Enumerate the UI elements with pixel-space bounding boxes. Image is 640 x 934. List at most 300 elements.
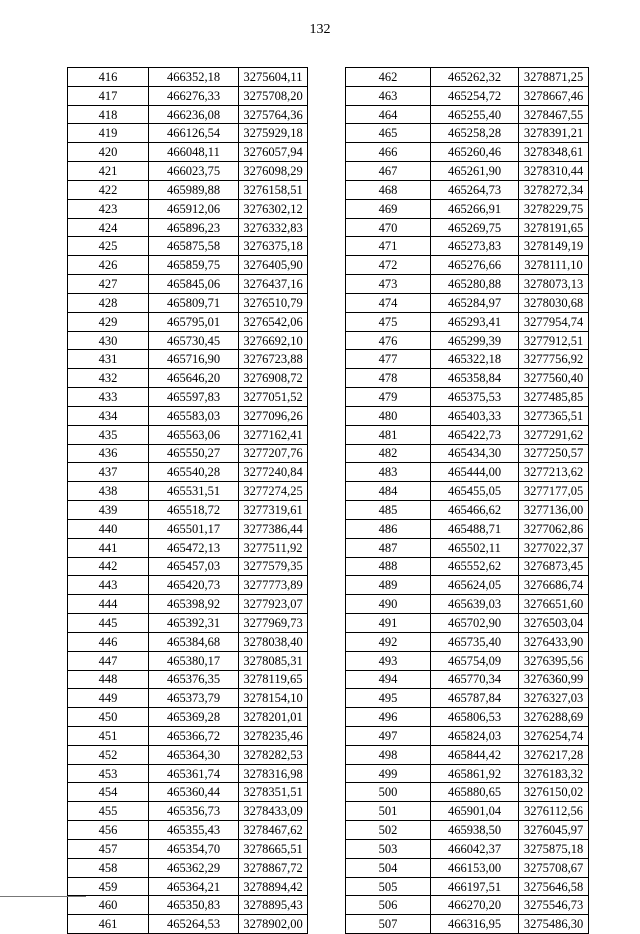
point-number-cell: 475 <box>346 312 431 331</box>
point-number-cell: 430 <box>68 331 149 350</box>
y-coordinate-cell: 3278111,10 <box>519 256 589 275</box>
y-coordinate-cell: 3277062,86 <box>519 519 589 538</box>
point-number-cell: 433 <box>68 388 149 407</box>
x-coordinate-cell: 465354,70 <box>149 839 239 858</box>
x-coordinate-cell: 465366,72 <box>149 726 239 745</box>
table-row <box>68 312 308 331</box>
point-number-cell: 497 <box>346 726 431 745</box>
coordinates-table-right-body <box>346 68 589 934</box>
point-number-cell: 500 <box>346 783 431 802</box>
y-coordinate-cell: 3278902,00 <box>239 915 308 934</box>
table-row <box>68 896 308 915</box>
table-row <box>346 256 589 275</box>
y-coordinate-cell: 3276057,94 <box>239 143 308 162</box>
point-number-cell: 463 <box>346 86 431 105</box>
x-coordinate-cell: 466276,33 <box>149 86 239 105</box>
y-coordinate-cell: 3278871,25 <box>519 68 589 87</box>
table-row <box>346 369 589 388</box>
point-number-cell: 420 <box>68 143 149 162</box>
y-coordinate-cell: 3276045,97 <box>519 821 589 840</box>
point-number-cell: 456 <box>68 821 149 840</box>
x-coordinate-cell: 465361,74 <box>149 764 239 783</box>
x-coordinate-cell: 465787,84 <box>431 689 519 708</box>
point-number-cell: 474 <box>346 293 431 312</box>
x-coordinate-cell: 465434,30 <box>431 444 519 463</box>
y-coordinate-cell: 3278467,55 <box>519 105 589 124</box>
x-coordinate-cell: 465364,30 <box>149 745 239 764</box>
point-number-cell: 462 <box>346 68 431 87</box>
y-coordinate-cell: 3278282,53 <box>239 745 308 764</box>
x-coordinate-cell: 465375,53 <box>431 388 519 407</box>
point-number-cell: 443 <box>68 576 149 595</box>
y-coordinate-cell: 3276183,32 <box>519 764 589 783</box>
table-row <box>68 350 308 369</box>
x-coordinate-cell: 465264,53 <box>149 915 239 934</box>
y-coordinate-cell: 3278030,68 <box>519 293 589 312</box>
point-number-cell: 448 <box>68 670 149 689</box>
x-coordinate-cell: 465716,90 <box>149 350 239 369</box>
y-coordinate-cell: 3277051,52 <box>239 388 308 407</box>
point-number-cell: 485 <box>346 501 431 520</box>
point-number-cell: 498 <box>346 745 431 764</box>
table-row <box>68 858 308 877</box>
table-row <box>68 614 308 633</box>
x-coordinate-cell: 465550,27 <box>149 444 239 463</box>
table-row <box>68 670 308 689</box>
table-row <box>346 275 589 294</box>
y-coordinate-cell: 3277177,05 <box>519 482 589 501</box>
y-coordinate-cell: 3278467,62 <box>239 821 308 840</box>
x-coordinate-cell: 465384,68 <box>149 632 239 651</box>
point-number-cell: 477 <box>346 350 431 369</box>
y-coordinate-cell: 3278191,65 <box>519 218 589 237</box>
x-coordinate-cell: 465254,72 <box>431 86 519 105</box>
x-coordinate-cell: 465770,34 <box>431 670 519 689</box>
y-coordinate-cell: 3276437,16 <box>239 275 308 294</box>
y-coordinate-cell: 3277136,00 <box>519 501 589 520</box>
y-coordinate-cell: 3278038,40 <box>239 632 308 651</box>
x-coordinate-cell: 465355,43 <box>149 821 239 840</box>
table-row <box>346 557 589 576</box>
point-number-cell: 503 <box>346 839 431 858</box>
table-row <box>346 595 589 614</box>
x-coordinate-cell: 465457,03 <box>149 557 239 576</box>
x-coordinate-cell: 465260,46 <box>431 143 519 162</box>
table-row <box>68 519 308 538</box>
table-row <box>346 199 589 218</box>
point-number-cell: 461 <box>68 915 149 934</box>
point-number-cell: 450 <box>68 708 149 727</box>
table-row <box>346 708 589 727</box>
x-coordinate-cell: 465369,28 <box>149 708 239 727</box>
y-coordinate-cell: 3278229,75 <box>519 199 589 218</box>
point-number-cell: 494 <box>346 670 431 689</box>
x-coordinate-cell: 465531,51 <box>149 482 239 501</box>
y-coordinate-cell: 3278895,43 <box>239 896 308 915</box>
point-number-cell: 457 <box>68 839 149 858</box>
point-number-cell: 496 <box>346 708 431 727</box>
y-coordinate-cell: 3275929,18 <box>239 124 308 143</box>
table-row <box>346 632 589 651</box>
x-coordinate-cell: 465583,03 <box>149 406 239 425</box>
table-row <box>68 463 308 482</box>
y-coordinate-cell: 3278272,34 <box>519 180 589 199</box>
x-coordinate-cell: 465502,11 <box>431 538 519 557</box>
x-coordinate-cell: 465403,33 <box>431 406 519 425</box>
table-row <box>346 312 589 331</box>
table-row <box>346 218 589 237</box>
point-number-cell: 439 <box>68 501 149 520</box>
x-coordinate-cell: 465360,44 <box>149 783 239 802</box>
point-number-cell: 489 <box>346 576 431 595</box>
point-number-cell: 445 <box>68 614 149 633</box>
point-number-cell: 476 <box>346 331 431 350</box>
point-number-cell: 434 <box>68 406 149 425</box>
table-row <box>346 896 589 915</box>
point-number-cell: 431 <box>68 350 149 369</box>
y-coordinate-cell: 3276327,03 <box>519 689 589 708</box>
table-row <box>68 275 308 294</box>
table-row <box>68 821 308 840</box>
y-coordinate-cell: 3278119,65 <box>239 670 308 689</box>
y-coordinate-cell: 3275486,30 <box>519 915 589 934</box>
y-coordinate-cell: 3278073,13 <box>519 275 589 294</box>
x-coordinate-cell: 465472,13 <box>149 538 239 557</box>
x-coordinate-cell: 465901,04 <box>431 802 519 821</box>
x-coordinate-cell: 465262,32 <box>431 68 519 87</box>
y-coordinate-cell: 3278351,51 <box>239 783 308 802</box>
table-row <box>346 726 589 745</box>
table-row <box>68 745 308 764</box>
y-coordinate-cell: 3276112,56 <box>519 802 589 821</box>
point-number-cell: 464 <box>346 105 431 124</box>
table-row <box>346 783 589 802</box>
y-coordinate-cell: 3277213,62 <box>519 463 589 482</box>
point-number-cell: 492 <box>346 632 431 651</box>
point-number-cell: 424 <box>68 218 149 237</box>
y-coordinate-cell: 3277207,76 <box>239 444 308 463</box>
y-coordinate-cell: 3276503,04 <box>519 614 589 633</box>
x-coordinate-cell: 465276,66 <box>431 256 519 275</box>
y-coordinate-cell: 3275708,67 <box>519 858 589 877</box>
y-coordinate-cell: 3278433,09 <box>239 802 308 821</box>
y-coordinate-cell: 3277274,25 <box>239 482 308 501</box>
y-coordinate-cell: 3276332,83 <box>239 218 308 237</box>
x-coordinate-cell: 465422,73 <box>431 425 519 444</box>
x-coordinate-cell: 465518,72 <box>149 501 239 520</box>
coordinates-table-right <box>345 67 589 934</box>
point-number-cell: 453 <box>68 764 149 783</box>
point-number-cell: 478 <box>346 369 431 388</box>
y-coordinate-cell: 3276375,18 <box>239 237 308 256</box>
table-row <box>68 199 308 218</box>
point-number-cell: 480 <box>346 406 431 425</box>
y-coordinate-cell: 3278310,44 <box>519 162 589 181</box>
table-row <box>346 839 589 858</box>
table-row <box>346 538 589 557</box>
point-number-cell: 499 <box>346 764 431 783</box>
x-coordinate-cell: 465488,71 <box>431 519 519 538</box>
x-coordinate-cell: 465912,06 <box>149 199 239 218</box>
point-number-cell: 467 <box>346 162 431 181</box>
point-number-cell: 449 <box>68 689 149 708</box>
y-coordinate-cell: 3276098,29 <box>239 162 308 181</box>
point-number-cell: 486 <box>346 519 431 538</box>
point-number-cell: 487 <box>346 538 431 557</box>
y-coordinate-cell: 3277096,26 <box>239 406 308 425</box>
y-coordinate-cell: 3276542,06 <box>239 312 308 331</box>
x-coordinate-cell: 465322,18 <box>431 350 519 369</box>
y-coordinate-cell: 3277773,89 <box>239 576 308 595</box>
y-coordinate-cell: 3278085,31 <box>239 651 308 670</box>
x-coordinate-cell: 466023,75 <box>149 162 239 181</box>
y-coordinate-cell: 3277319,61 <box>239 501 308 520</box>
bottom-edge-line <box>0 896 86 897</box>
x-coordinate-cell: 465364,21 <box>149 877 239 896</box>
table-row <box>68 726 308 745</box>
table-row <box>346 501 589 520</box>
x-coordinate-cell: 465358,84 <box>431 369 519 388</box>
point-number-cell: 451 <box>68 726 149 745</box>
y-coordinate-cell: 3278235,46 <box>239 726 308 745</box>
x-coordinate-cell: 465376,35 <box>149 670 239 689</box>
x-coordinate-cell: 465258,28 <box>431 124 519 143</box>
table-row <box>346 482 589 501</box>
x-coordinate-cell: 465552,62 <box>431 557 519 576</box>
x-coordinate-cell: 465284,97 <box>431 293 519 312</box>
table-row <box>346 350 589 369</box>
point-number-cell: 484 <box>346 482 431 501</box>
x-coordinate-cell: 466236,08 <box>149 105 239 124</box>
table-row <box>68 406 308 425</box>
point-number-cell: 438 <box>68 482 149 501</box>
x-coordinate-cell: 465444,00 <box>431 463 519 482</box>
y-coordinate-cell: 3278348,61 <box>519 143 589 162</box>
table-row <box>68 256 308 275</box>
table-row <box>68 369 308 388</box>
point-number-cell: 470 <box>346 218 431 237</box>
y-coordinate-cell: 3275646,58 <box>519 877 589 896</box>
point-number-cell: 425 <box>68 237 149 256</box>
point-number-cell: 493 <box>346 651 431 670</box>
y-coordinate-cell: 3278867,72 <box>239 858 308 877</box>
table-row <box>346 105 589 124</box>
point-number-cell: 471 <box>346 237 431 256</box>
x-coordinate-cell: 466270,20 <box>431 896 519 915</box>
table-row <box>68 218 308 237</box>
x-coordinate-cell: 465392,31 <box>149 614 239 633</box>
y-coordinate-cell: 3276302,12 <box>239 199 308 218</box>
table-row <box>346 614 589 633</box>
table-row <box>68 68 308 87</box>
y-coordinate-cell: 3278201,01 <box>239 708 308 727</box>
x-coordinate-cell: 465845,06 <box>149 275 239 294</box>
coordinates-table-left <box>67 67 308 934</box>
point-number-cell: 460 <box>68 896 149 915</box>
table-row <box>68 425 308 444</box>
y-coordinate-cell: 3278154,10 <box>239 689 308 708</box>
table-row <box>346 802 589 821</box>
x-coordinate-cell: 465806,53 <box>431 708 519 727</box>
y-coordinate-cell: 3277579,35 <box>239 557 308 576</box>
table-row <box>346 764 589 783</box>
point-number-cell: 506 <box>346 896 431 915</box>
y-coordinate-cell: 3276692,10 <box>239 331 308 350</box>
x-coordinate-cell: 465269,75 <box>431 218 519 237</box>
point-number-cell: 432 <box>68 369 149 388</box>
table-row <box>68 86 308 105</box>
table-row <box>68 802 308 821</box>
table-row <box>346 143 589 162</box>
y-coordinate-cell: 3276217,28 <box>519 745 589 764</box>
x-coordinate-cell: 465597,83 <box>149 388 239 407</box>
table-row <box>68 482 308 501</box>
x-coordinate-cell: 465730,45 <box>149 331 239 350</box>
y-coordinate-cell: 3277386,44 <box>239 519 308 538</box>
x-coordinate-cell: 465373,79 <box>149 689 239 708</box>
table-row <box>346 745 589 764</box>
x-coordinate-cell: 465824,03 <box>431 726 519 745</box>
x-coordinate-cell: 465875,58 <box>149 237 239 256</box>
table-row <box>68 557 308 576</box>
x-coordinate-cell: 465398,92 <box>149 595 239 614</box>
point-number-cell: 429 <box>68 312 149 331</box>
x-coordinate-cell: 465280,88 <box>431 275 519 294</box>
page-number: 132 <box>309 22 331 37</box>
table-row <box>346 86 589 105</box>
x-coordinate-cell: 466352,18 <box>149 68 239 87</box>
point-number-cell: 504 <box>346 858 431 877</box>
table-row <box>68 105 308 124</box>
x-coordinate-cell: 466042,37 <box>431 839 519 858</box>
point-number-cell: 468 <box>346 180 431 199</box>
x-coordinate-cell: 465563,06 <box>149 425 239 444</box>
point-number-cell: 416 <box>68 68 149 87</box>
table-row <box>68 595 308 614</box>
point-number-cell: 479 <box>346 388 431 407</box>
x-coordinate-cell: 465540,28 <box>149 463 239 482</box>
y-coordinate-cell: 3277912,51 <box>519 331 589 350</box>
point-number-cell: 495 <box>346 689 431 708</box>
point-number-cell: 490 <box>346 595 431 614</box>
point-number-cell: 473 <box>346 275 431 294</box>
y-coordinate-cell: 3277250,57 <box>519 444 589 463</box>
point-number-cell: 483 <box>346 463 431 482</box>
x-coordinate-cell: 466316,95 <box>431 915 519 934</box>
point-number-cell: 419 <box>68 124 149 143</box>
x-coordinate-cell: 465261,90 <box>431 162 519 181</box>
x-coordinate-cell: 465861,92 <box>431 764 519 783</box>
table-row <box>346 406 589 425</box>
point-number-cell: 472 <box>346 256 431 275</box>
y-coordinate-cell: 3276158,51 <box>239 180 308 199</box>
table-row <box>68 180 308 199</box>
table-row <box>346 237 589 256</box>
y-coordinate-cell: 3277240,84 <box>239 463 308 482</box>
point-number-cell: 417 <box>68 86 149 105</box>
table-row <box>346 444 589 463</box>
y-coordinate-cell: 3276288,69 <box>519 708 589 727</box>
point-number-cell: 501 <box>346 802 431 821</box>
x-coordinate-cell: 465362,29 <box>149 858 239 877</box>
y-coordinate-cell: 3278667,46 <box>519 86 589 105</box>
table-row <box>68 162 308 181</box>
point-number-cell: 426 <box>68 256 149 275</box>
x-coordinate-cell: 465639,03 <box>431 595 519 614</box>
point-number-cell: 436 <box>68 444 149 463</box>
point-number-cell: 421 <box>68 162 149 181</box>
point-number-cell: 505 <box>346 877 431 896</box>
table-row <box>346 388 589 407</box>
table-row <box>346 331 589 350</box>
table-row <box>346 463 589 482</box>
point-number-cell: 491 <box>346 614 431 633</box>
x-coordinate-cell: 466126,54 <box>149 124 239 143</box>
y-coordinate-cell: 3277560,40 <box>519 369 589 388</box>
point-number-cell: 435 <box>68 425 149 444</box>
point-number-cell: 454 <box>68 783 149 802</box>
table-row <box>68 293 308 312</box>
y-coordinate-cell: 3275546,73 <box>519 896 589 915</box>
y-coordinate-cell: 3277162,41 <box>239 425 308 444</box>
table-row <box>346 519 589 538</box>
x-coordinate-cell: 465380,17 <box>149 651 239 670</box>
y-coordinate-cell: 3278665,51 <box>239 839 308 858</box>
point-number-cell: 444 <box>68 595 149 614</box>
y-coordinate-cell: 3277756,92 <box>519 350 589 369</box>
x-coordinate-cell: 465266,91 <box>431 199 519 218</box>
table-row <box>68 237 308 256</box>
table-row <box>346 858 589 877</box>
table-row <box>68 143 308 162</box>
table-row <box>68 783 308 802</box>
point-number-cell: 458 <box>68 858 149 877</box>
x-coordinate-cell: 465420,73 <box>149 576 239 595</box>
table-row <box>68 388 308 407</box>
table-row <box>346 670 589 689</box>
x-coordinate-cell: 465466,62 <box>431 501 519 520</box>
x-coordinate-cell: 465989,88 <box>149 180 239 199</box>
point-number-cell: 481 <box>346 425 431 444</box>
point-number-cell: 427 <box>68 275 149 294</box>
table-row <box>68 124 308 143</box>
point-number-cell: 423 <box>68 199 149 218</box>
x-coordinate-cell: 466048,11 <box>149 143 239 162</box>
y-coordinate-cell: 3277485,85 <box>519 388 589 407</box>
y-coordinate-cell: 3277022,37 <box>519 538 589 557</box>
table-row <box>68 444 308 463</box>
table-row <box>68 689 308 708</box>
x-coordinate-cell: 465880,65 <box>431 783 519 802</box>
table-row <box>346 162 589 181</box>
table-row <box>68 651 308 670</box>
x-coordinate-cell: 465350,83 <box>149 896 239 915</box>
table-row <box>68 708 308 727</box>
table-row <box>68 331 308 350</box>
y-coordinate-cell: 3276433,90 <box>519 632 589 651</box>
y-coordinate-cell: 3276651,60 <box>519 595 589 614</box>
table-row <box>346 293 589 312</box>
table-row <box>68 576 308 595</box>
point-number-cell: 437 <box>68 463 149 482</box>
x-coordinate-cell: 465273,83 <box>431 237 519 256</box>
y-coordinate-cell: 3275875,18 <box>519 839 589 858</box>
point-number-cell: 455 <box>68 802 149 821</box>
point-number-cell: 466 <box>346 143 431 162</box>
y-coordinate-cell: 3276908,72 <box>239 369 308 388</box>
point-number-cell: 488 <box>346 557 431 576</box>
y-coordinate-cell: 3276873,45 <box>519 557 589 576</box>
